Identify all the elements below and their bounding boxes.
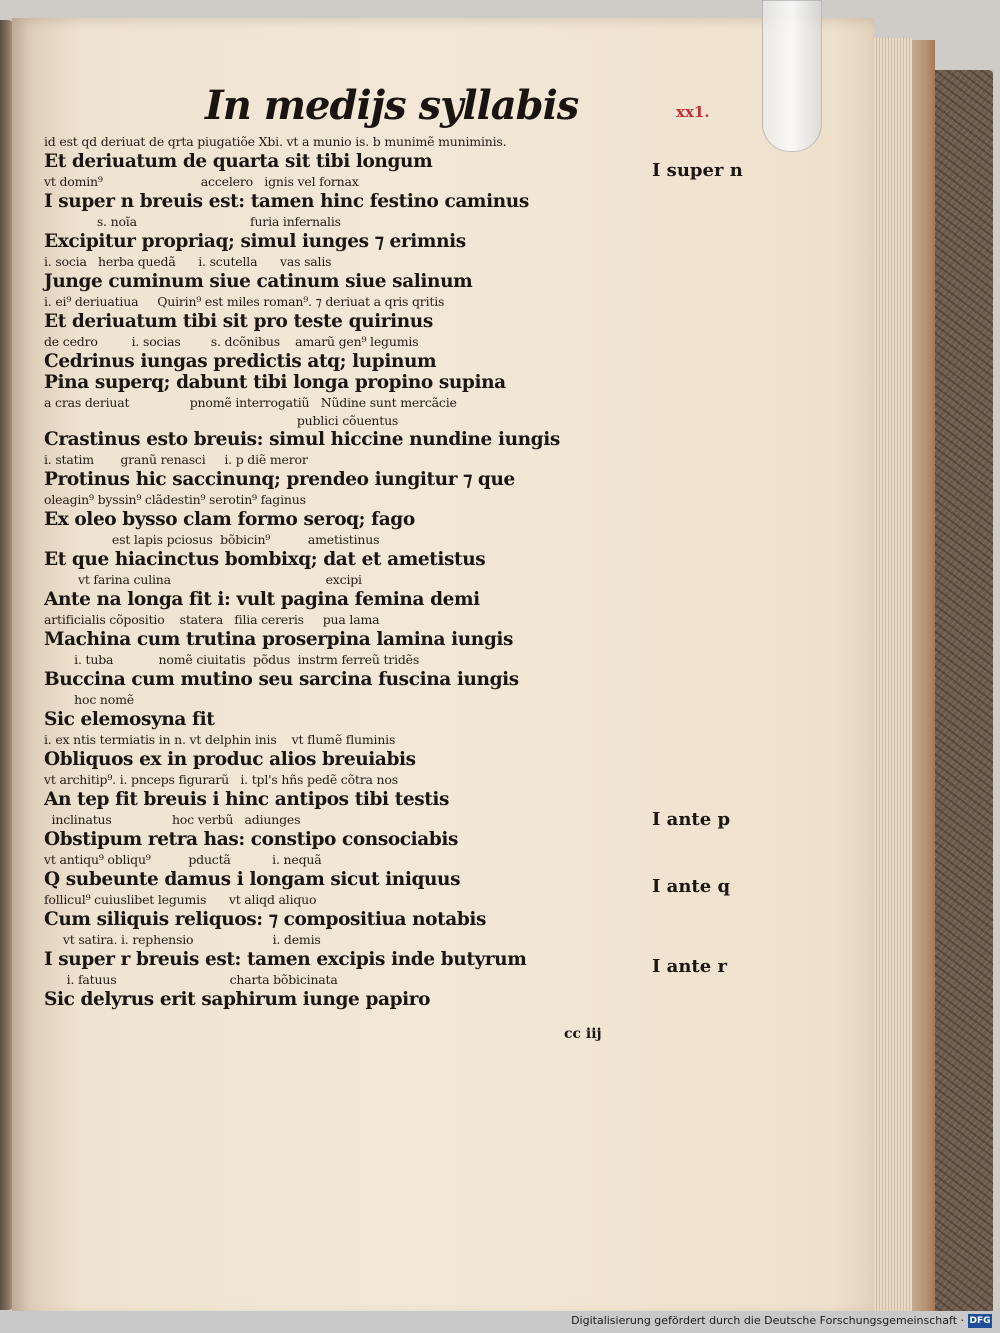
margin-note-i-ante-r: I ante r bbox=[652, 956, 727, 977]
text-line: a cras deriuat pnomẽ interrogatiũ Nũdine sunt mercãcie bbox=[44, 395, 457, 410]
text-line: Sic elemosyna fit bbox=[44, 709, 215, 730]
text-line: Et que hiacinctus bombixq; dat et ametistus bbox=[44, 549, 486, 570]
text-line: Excipitur propriaq; simul iunges ⁊ erimnis bbox=[44, 231, 466, 252]
margin-note-i-ante-q: I ante q bbox=[652, 876, 731, 897]
signature-mark: cc iij bbox=[564, 1026, 602, 1042]
text-line: oleagin⁹ byssin⁹ clãdestin⁹ serotin⁹ faginus bbox=[44, 492, 306, 507]
text-line: inclinatus hoc verbũ adiunges bbox=[44, 812, 301, 827]
text-line: vt farina culina excipi bbox=[44, 572, 362, 587]
text-line: Pina superq; dabunt tibi longa propino supina bbox=[44, 372, 506, 393]
text-line: Cedrinus iungas predictis atq; lupinum bbox=[44, 351, 437, 372]
text-line: I super n breuis est: tamen hinc festino caminus bbox=[44, 191, 529, 212]
text-line: vt satira. i. rephensio i. demis bbox=[44, 932, 321, 947]
text-line: i. tuba nomẽ ciuitatis põdus instrm ferreũ tridẽs bbox=[44, 652, 420, 667]
text-line: Et deriuatum tibi sit pro teste quirinus bbox=[44, 311, 433, 332]
text-line: vt antiqu⁹ obliqu⁹ pductã i. nequã bbox=[44, 852, 322, 867]
text-line: i. socia herba quedã i. scutella vas salis bbox=[44, 254, 332, 269]
text-line: Q subeunte damus i longam sicut iniquus bbox=[44, 869, 461, 890]
text-line: de cedro i. socias s. dcõnibus amarũ gen⁹ legumis bbox=[44, 334, 419, 349]
page-title: In medijs syllabis bbox=[205, 82, 579, 129]
text-line: est lapis pciosus bõbicin⁹ ametistinus bbox=[44, 532, 380, 547]
text-line: Ante na longa fit i: vult pagina femina demi bbox=[44, 589, 480, 610]
footer-credit: Digitalisierung gefördert durch die Deutsche Forschungsgemeinschaft · bbox=[571, 1314, 964, 1327]
text-line: Ex oleo bysso clam formo seroq; fago bbox=[44, 509, 415, 530]
text-line: Machina cum trutina proserpina lamina iungis bbox=[44, 629, 514, 650]
text-line: id est qd deriuat de qrta piugatiõe Xbi. vt a munio is. b munimẽ muniminis. bbox=[44, 134, 507, 149]
text-line: i. fatuus charta bõbicinata bbox=[44, 972, 338, 987]
text-line: s. noĩa furia infernalis bbox=[44, 214, 341, 229]
footer-bar bbox=[0, 1311, 1000, 1333]
text-line: I super r breuis est: tamen excipis inde butyrum bbox=[44, 949, 527, 970]
text-line: Buccina cum mutino seu sarcina fuscina iungis bbox=[44, 669, 519, 690]
text-line: i. ei⁹ deriuatiua Quirin⁹ est miles roman⁹. ⁊ deriuat a qris qritis bbox=[44, 294, 445, 309]
margin-note-i-ante-p: I ante p bbox=[652, 809, 731, 830]
text-line: An tep fit breuis i hinc antipos tibi testis bbox=[44, 789, 450, 810]
text-line: artificialis cõpositio statera filia cereris pua lama bbox=[44, 612, 380, 627]
text-line: hoc nomẽ bbox=[44, 692, 134, 707]
text-line: follicul⁹ cuiuslibet legumis vt aliqd aliquo bbox=[44, 892, 317, 907]
text-line: Cum siliquis reliquos: ⁊ compositiua notabis bbox=[44, 909, 487, 930]
dfg-logo-icon: DFG bbox=[969, 1316, 991, 1326]
text-line: publici cõuentus bbox=[44, 413, 399, 428]
text-line: Et deriuatum de quarta sit tibi longum bbox=[44, 151, 433, 172]
text-line: vt architip⁹. i. pnceps figurarũ i. tpl's hñs pedẽ cõtra nos bbox=[44, 772, 398, 787]
margin-note-i-super-n: I super n bbox=[652, 160, 743, 181]
bookmark-strip bbox=[762, 0, 822, 152]
text-line: Obliquos ex in produc alios breuiabis bbox=[44, 749, 416, 770]
folio-number: xx1. bbox=[676, 103, 710, 121]
text-line: Sic delyrus erit saphirum iunge papiro bbox=[44, 989, 431, 1010]
text-line: Protinus hic saccinunq; prendeo iungitur ⁊ que bbox=[44, 469, 515, 490]
text-line: i. statim granũ renasci i. p diẽ meror bbox=[44, 452, 308, 467]
text-line: Junge cuminum siue catinum siue salinum bbox=[44, 271, 473, 292]
text-line: i. ex ntis termiatis in n. vt delphin inis vt flumẽ fluminis bbox=[44, 732, 396, 747]
text-line: vt domin⁹ accelero ignis vel fornax bbox=[44, 174, 359, 189]
text-line: Crastinus esto breuis: simul hiccine nundine iungis bbox=[44, 429, 560, 450]
text-line: Obstipum retra has: constipo consociabis bbox=[44, 829, 459, 850]
text-block bbox=[44, 132, 654, 1010]
